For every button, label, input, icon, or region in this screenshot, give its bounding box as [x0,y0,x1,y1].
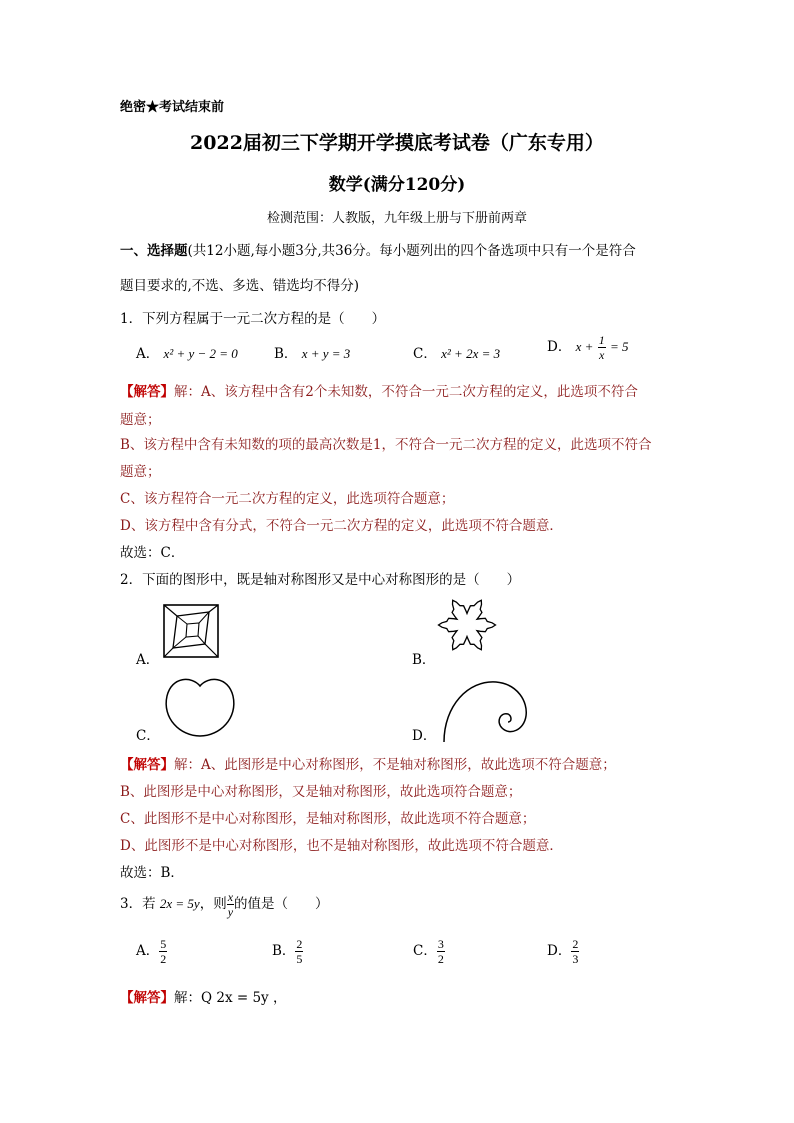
q3-option-d [547,938,579,965]
q3-option-a-frac [159,938,167,965]
q1-option-a-expr: x² + y − 2 = 0 [163,346,238,361]
q1-option-d-expr-pre: x + [575,339,594,354]
exam-title: 2022届初三下学期开学摸底考试卷（广东专用） [190,132,604,154]
q3-option-c-letter: C． [413,943,437,959]
q3-option-c [413,938,445,965]
q3-stem-frac [227,891,234,918]
q2-figure-d [438,676,530,744]
q3-stem-frac-den: y [227,905,234,919]
q1-stem: 1．下列方程属于一元二次方程的是（ ） [120,311,386,327]
q2-label-a: A． [136,652,160,668]
q1-answer-line-5: C、该方程符合一元二次方程的定义，此选项符合题意； [120,491,455,507]
q3-stem [120,891,329,918]
q3-option-c-frac [437,938,445,965]
secret-label: 绝密★考试结束前 [120,100,225,115]
q3-option-b-letter: B． [272,943,296,959]
q1-answer-text-1: 解：A、该方程中含有2个未知数，不符合一元二次方程的定义，此选项不符合 [174,384,638,400]
q2-figure-b [436,594,498,656]
q2-label-d: D． [412,728,437,744]
q1-answer-line-2: 题意； [120,412,161,428]
q1-answer-line-4: 题意； [120,464,161,480]
q3-option-d-den: 3 [572,952,579,966]
q3-option-b-den: 5 [296,952,303,966]
q3-stem-expr: 2x = 5y [159,896,200,911]
q3-option-a [136,938,167,965]
q1-option-c-expr: x² + 2x = 3 [441,346,501,361]
q2-figure-c [162,674,238,740]
q1-option-d-frac-den: x [599,348,605,362]
q3-option-a-den: 2 [160,952,167,966]
q3-answer-text: 解：Q 2x = 5y ， [174,990,287,1006]
q2-answer-tag: 【解答】 [120,757,174,773]
q1-answer-line-1 [120,380,638,400]
q1-answer-tag: 【解答】 [120,384,174,400]
q1-option-b [274,342,350,362]
q3-stem-frac-num: x [227,890,234,904]
q2-label-c: C． [136,728,160,744]
q2-stem: 2．下面的图形中，既是轴对称图形又是中心对称图形的是（ ） [120,572,521,588]
q3-option-a-letter: A． [136,943,160,959]
q1-answer-line-6: D、该方程中含有分式，不符合一元二次方程的定义，此选项不符合题意． [120,518,563,534]
q2-answer-line-1 [120,753,616,773]
q3-option-b-frac [295,938,303,965]
q1-option-d-letter: D． [547,339,572,355]
q3-answer-line [120,986,286,1006]
q1-option-d-frac [598,334,606,361]
section-heading [120,239,636,259]
q1-option-c [413,342,500,362]
q2-answer-text-1: 解：A、此图形是中心对称图形，不是轴对称图形，故此选项不符合题意； [174,757,616,773]
q1-answer-line-3: B、该方程中含有未知数的项的最高次数是1，不符合一元二次方程的定义，此选项不符合 [120,437,652,453]
q1-option-b-expr: x + y = 3 [301,346,351,361]
exam-scope: 检测范围：人教版，九年级上册与下册前两章 [266,211,527,226]
q3-stem-pre: 3．若 [120,896,156,912]
q1-choice: 故选：C． [120,545,185,561]
q3-option-a-num: 5 [160,937,167,951]
q1-option-a [136,342,238,362]
q3-option-c-num: 3 [437,937,444,951]
q1-option-d [547,334,629,361]
q2-figure-a [163,604,223,660]
q3-option-c-den: 2 [437,952,444,966]
q2-choice: 故选：B． [120,865,184,881]
q1-option-b-letter: B． [274,346,298,362]
exam-subtitle: 数学(满分120分) [328,175,466,195]
q2-answer-line-4: D、此图形不是中心对称图形，也不是轴对称图形，故此选项不符合题意． [120,838,563,854]
q3-stem-mid: ，则 [199,896,227,912]
q1-option-d-frac-num: 1 [598,333,605,347]
q2-answer-line-3: C、此图形不是中心对称图形，是轴对称图形，故此选项不符合题意； [120,811,536,827]
q3-answer-tag: 【解答】 [120,990,174,1006]
q2-label-b: B． [412,652,436,668]
q3-option-b [272,938,303,965]
q1-option-d-expr-post: = 5 [610,339,629,354]
q3-option-d-num: 2 [572,937,579,951]
q3-option-d-letter: D． [547,943,572,959]
q1-option-a-letter: A． [136,346,160,362]
section-label: 一、选择题 [120,243,188,259]
q3-option-b-num: 2 [296,937,303,951]
q2-answer-line-2: B、此图形是中心对称图形，又是轴对称图形，故此选项符合题意； [120,784,522,800]
q1-option-c-letter: C． [413,346,437,362]
q3-option-d-frac [571,938,579,965]
q3-stem-post: 的值是（ ） [234,896,329,912]
section-desc-1: (共12小题,每小题3分,共36分。每小题列出的四个备选项中只有一个是符合 [187,243,636,259]
section-desc-2: 题目要求的,不选、多选、错选均不得分) [120,278,360,294]
